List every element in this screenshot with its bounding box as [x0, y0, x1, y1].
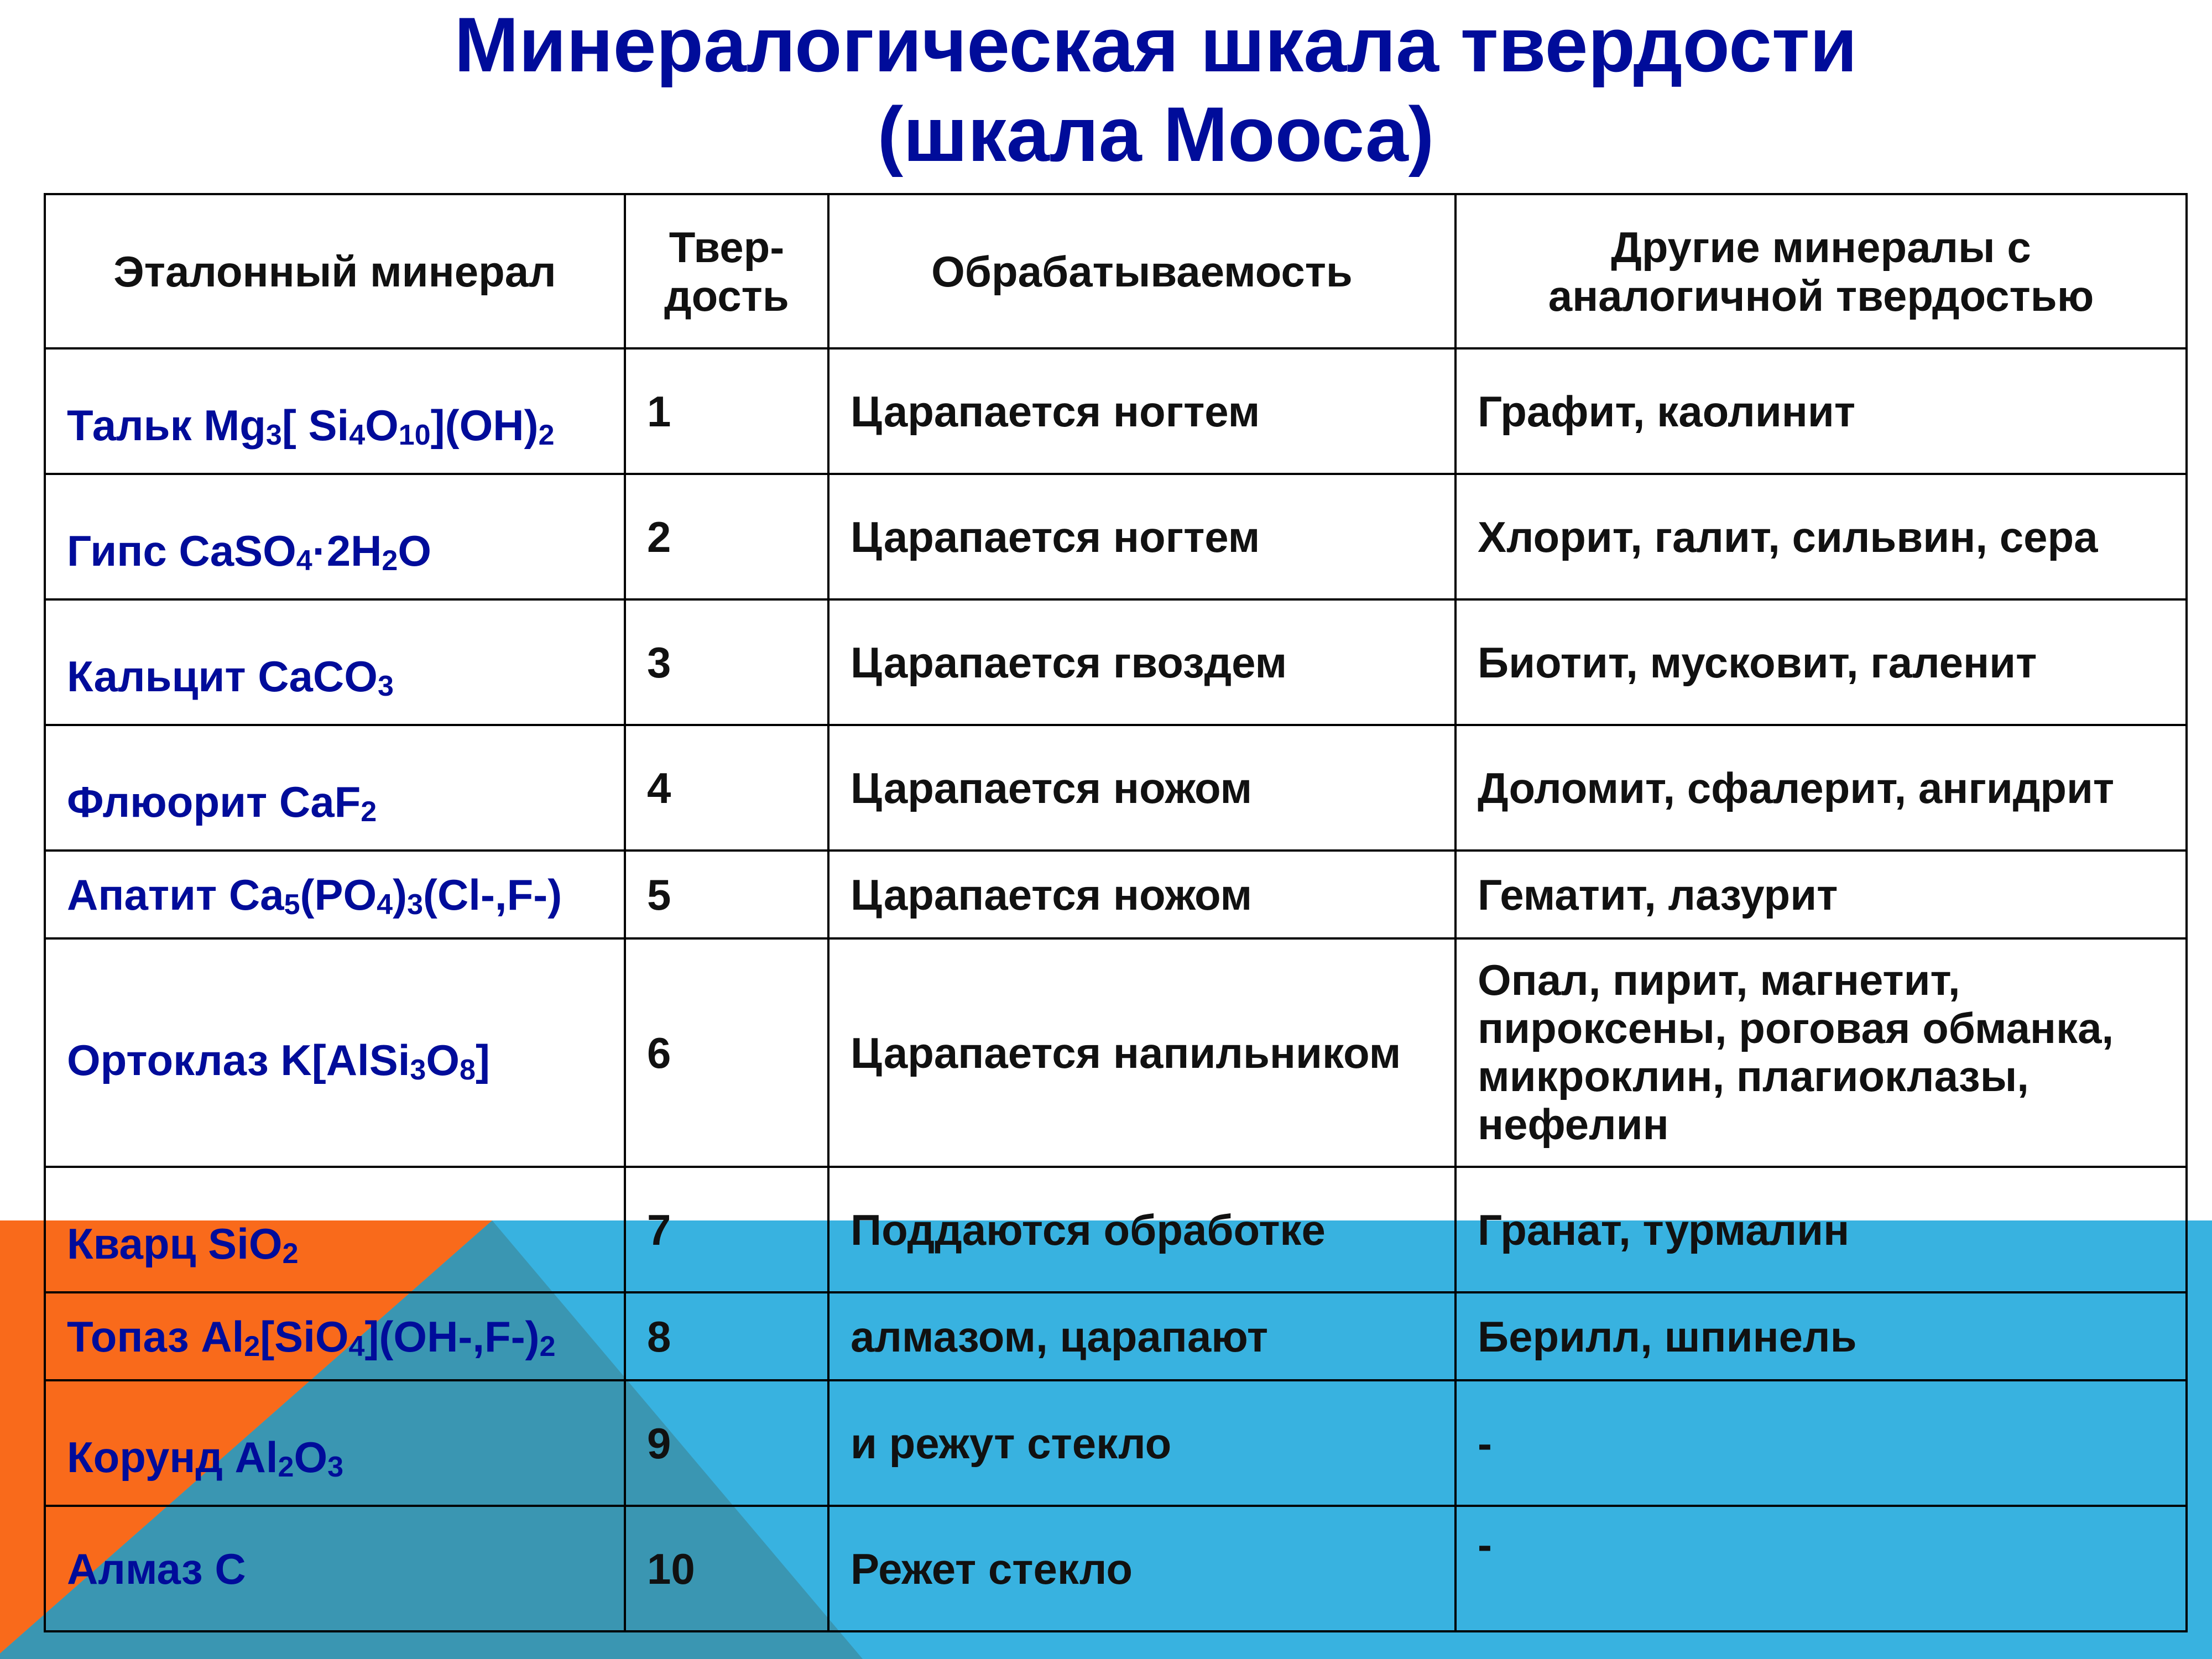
mineral-formula [217, 870, 562, 919]
formula-text: CaF [267, 778, 361, 826]
mineral-formula [192, 401, 555, 450]
formula-text: Al [189, 1312, 244, 1361]
processing-cell: Режет стекло [828, 1506, 1455, 1631]
page-title [332, 0, 1980, 179]
formula-subscript: 2 [361, 796, 377, 828]
formula-subscript: 3 [265, 419, 282, 451]
table-row [45, 599, 2187, 725]
mineral-name: Топаз [67, 1312, 189, 1361]
hardness-cell: 3 [625, 599, 828, 725]
other-minerals-cell: Биотит, мусковит, галенит [1455, 599, 2187, 725]
hardness-cell: 6 [625, 938, 828, 1167]
header-other-minerals [1455, 194, 2187, 348]
header-processing: Обрабатываемость [828, 194, 1455, 348]
mineral-name: Кварц [67, 1219, 196, 1268]
processing-cell: и режут стекло [828, 1380, 1455, 1506]
formula-text: ·2H [312, 526, 382, 575]
formula-subscript: 3 [377, 670, 394, 702]
table-row [45, 725, 2187, 851]
mineral-name: Тальк [67, 401, 192, 450]
formula-text: ] [475, 1035, 490, 1084]
hardness-cell: 10 [625, 1506, 828, 1631]
table-row [45, 1167, 2187, 1292]
header-reference-mineral: Эталонный минерал [45, 194, 625, 348]
formula-subscript: 3 [327, 1451, 344, 1483]
mineral-formula [246, 652, 394, 701]
table-header-row [45, 194, 2187, 348]
formula-text: CaCO [246, 652, 378, 701]
other-minerals-cell: - [1455, 1506, 2187, 1631]
mineral-name: Алмаз [67, 1544, 203, 1593]
other-minerals-cell: Доломит, сфалерит, ангидрит [1455, 725, 2187, 851]
formula-text: [ Si [281, 401, 349, 450]
hardness-cell: 5 [625, 851, 828, 938]
mineral-cell [45, 1506, 625, 1631]
mineral-name: Апатит [67, 870, 217, 919]
processing-cell: Царапается ножом [828, 851, 1455, 938]
formula-text: ) [393, 870, 408, 919]
mohs-scale-table [44, 193, 2188, 1632]
formula-text: SiO [196, 1219, 283, 1268]
formula-subscript: 2 [382, 545, 398, 577]
other-minerals-cell: Гематит, лазурит [1455, 851, 2187, 938]
processing-cell: Царапается ногтем [828, 474, 1455, 599]
header-hardness [625, 194, 828, 348]
mineral-formula [203, 1545, 246, 1593]
mineral-name: Гипс [67, 526, 167, 575]
other-minerals-line: нефелин [1478, 1100, 1669, 1149]
processing-cell: Царапается ногтем [828, 348, 1455, 474]
header-hardness-line-1: Твер- [669, 222, 785, 272]
formula-text: O [398, 526, 431, 575]
formula-text: [SiO [260, 1312, 349, 1361]
mineral-cell [45, 1167, 625, 1292]
processing-cell: Царапается гвоздем [828, 599, 1455, 725]
mineral-name: Корунд [67, 1433, 223, 1481]
formula-text: ](OH-,F-) [364, 1312, 540, 1361]
formula-subscript: 4 [348, 1330, 365, 1363]
formula-text: C [202, 1544, 246, 1593]
header-other-line-1: Другие минералы с [1611, 222, 2031, 272]
other-minerals-line: пироксены, роговая обманка, [1478, 1004, 2114, 1052]
mineral-cell [45, 348, 625, 474]
mineral-cell [45, 725, 625, 851]
table-row [45, 348, 2187, 474]
table-row [45, 1292, 2187, 1380]
processing-cell: Поддаются обработке [828, 1167, 1455, 1292]
other-minerals-cell: Берилл, шпинель [1455, 1292, 2187, 1380]
header-hardness-line-2: дость [664, 271, 789, 320]
hardness-cell: 7 [625, 1167, 828, 1292]
formula-subscript: 2 [278, 1451, 294, 1483]
title-line-2: (шкала Мооса) [877, 91, 1434, 178]
table-row [45, 938, 2187, 1167]
other-minerals-cell: Хлорит, галит, сильвин, сера [1455, 474, 2187, 599]
mineral-formula [267, 778, 377, 826]
header-other-line-2: аналогичной твердостью [1548, 271, 2094, 320]
formula-subscript: 10 [398, 419, 431, 451]
formula-subscript: 2 [539, 1330, 556, 1363]
processing-cell: Царапается ножом [828, 725, 1455, 851]
formula-subscript: 2 [244, 1330, 260, 1363]
formula-text: ](OH) [430, 401, 539, 450]
formula-text: (PO [300, 870, 377, 919]
mineral-cell [45, 1292, 625, 1380]
formula-subscript: 3 [407, 888, 423, 921]
mineral-formula [167, 526, 431, 575]
table-row [45, 474, 2187, 599]
formula-subscript: 2 [538, 419, 555, 451]
mineral-name: Кальцит [67, 652, 246, 701]
processing-cell: алмазом, царапают [828, 1292, 1455, 1380]
hardness-cell: 1 [625, 348, 828, 474]
other-minerals-cell: Гранат, турмалин [1455, 1167, 2187, 1292]
mineral-cell [45, 599, 625, 725]
table-row [45, 1506, 2187, 1631]
table-row [45, 851, 2187, 938]
mineral-cell [45, 1380, 625, 1506]
processing-cell: Царапается напильником [828, 938, 1455, 1167]
formula-subscript: 2 [282, 1238, 299, 1270]
mineral-name: Ортоклаз [67, 1035, 269, 1084]
hardness-cell: 8 [625, 1292, 828, 1380]
mineral-cell [45, 474, 625, 599]
formula-text: Ca [217, 870, 284, 919]
formula-subscript: 3 [410, 1053, 426, 1086]
mineral-formula [196, 1219, 299, 1268]
mineral-cell [45, 851, 625, 938]
mineral-formula [223, 1433, 343, 1481]
mineral-formula [189, 1312, 556, 1361]
other-minerals-cell: - [1455, 1380, 2187, 1506]
hardness-cell: 4 [625, 725, 828, 851]
formula-subscript: 4 [377, 888, 393, 921]
hardness-cell: 9 [625, 1380, 828, 1506]
formula-text: Mg [191, 401, 266, 450]
formula-subscript: 4 [296, 545, 312, 577]
formula-text: Al [222, 1433, 278, 1481]
other-minerals-cell: Графит, каолинит [1455, 348, 2187, 474]
other-minerals-line: микроклин, плагиоклазы, [1478, 1052, 2029, 1100]
formula-text: O [365, 401, 399, 450]
formula-text: O [294, 1433, 328, 1481]
formula-text: K[AlSi [268, 1035, 410, 1084]
other-minerals-cell [1455, 938, 2187, 1167]
formula-text: O [426, 1035, 460, 1084]
other-minerals-line: Опал, пирит, магнетит, [1478, 956, 1960, 1004]
formula-subscript: 8 [460, 1053, 476, 1086]
mineral-cell [45, 938, 625, 1167]
formula-subscript: 4 [349, 419, 366, 451]
formula-text: CaSO [166, 526, 296, 575]
formula-subscript: 5 [284, 888, 300, 921]
table-row [45, 1380, 2187, 1506]
mineral-formula [269, 1036, 490, 1084]
title-line-1: Минералогическая шкала твердости [454, 1, 1858, 88]
mineral-name: Флюорит [67, 778, 268, 826]
hardness-cell: 2 [625, 474, 828, 599]
formula-text: (Cl-,F-) [422, 870, 562, 919]
